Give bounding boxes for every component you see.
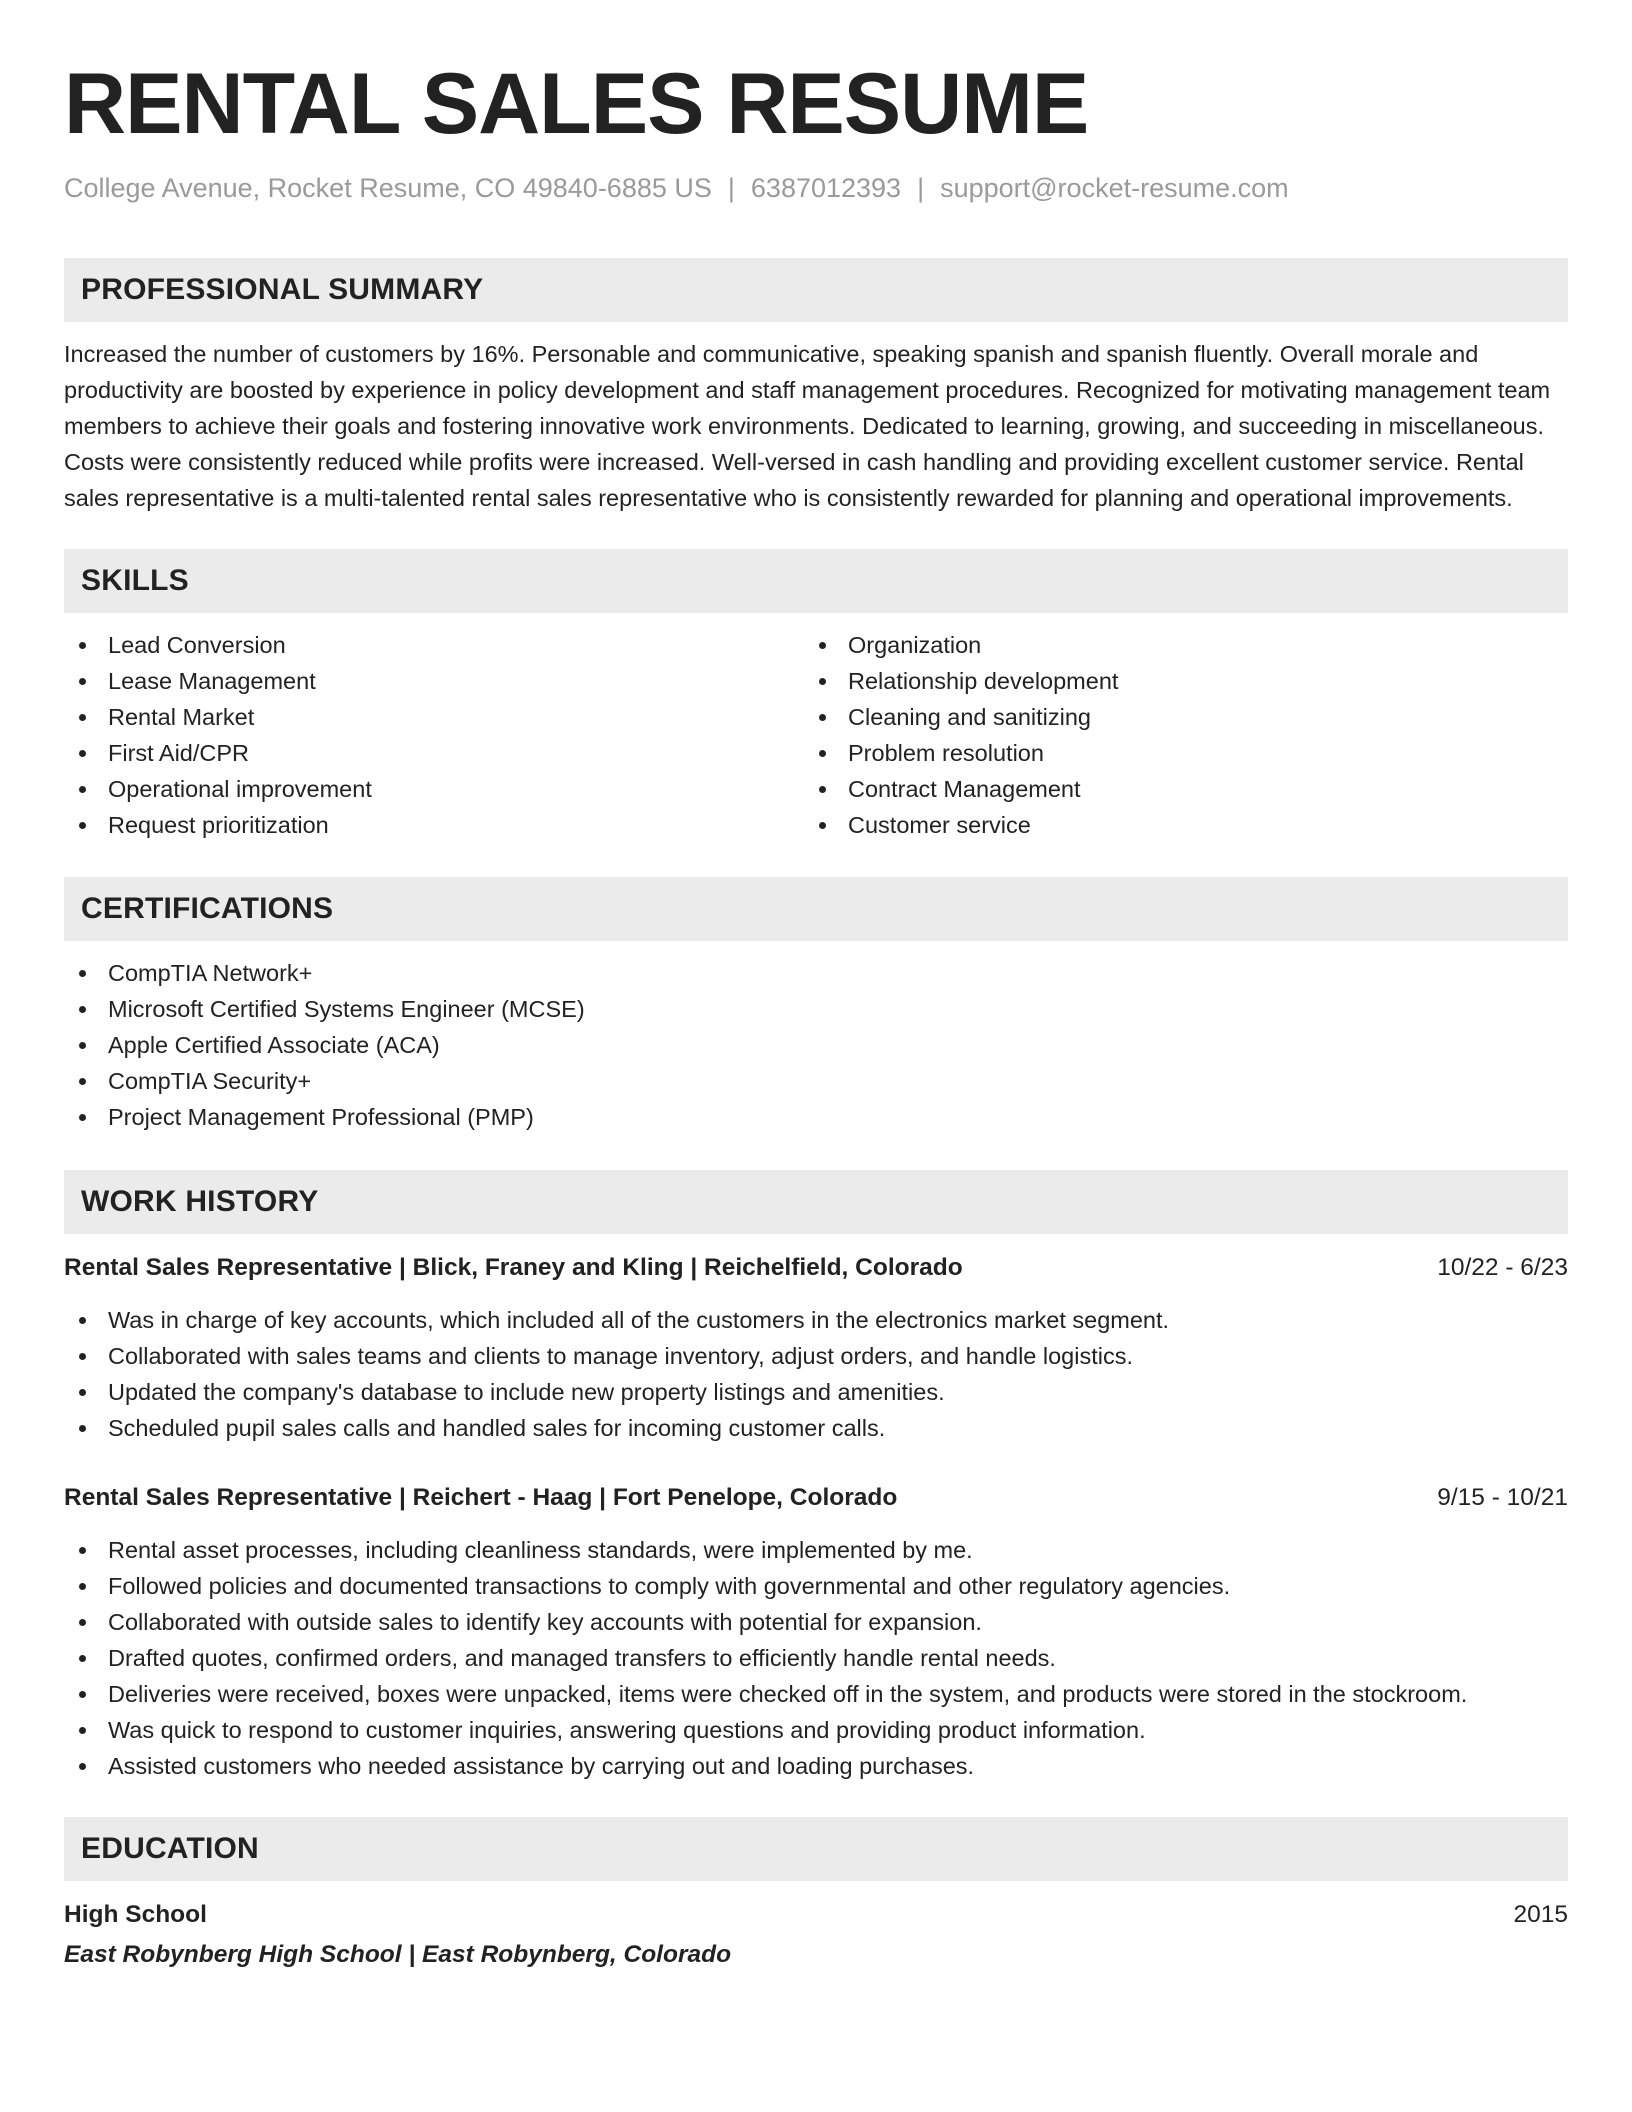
certification-item: CompTIA Network+ — [64, 955, 1568, 991]
education-year: 2015 — [1513, 1901, 1568, 1928]
skill-item: Rental Market — [64, 699, 804, 735]
certification-item: Apple Certified Associate (ACA) — [64, 1027, 1568, 1063]
job-dates: 9/15 - 10/21 — [1437, 1484, 1568, 1511]
skill-item: Organization — [804, 627, 1544, 663]
contact-email: support@rocket-resume.com — [940, 173, 1289, 203]
job-bullet: Rental asset processes, including cleanliness standards, were implemented by me. — [64, 1532, 1568, 1568]
job-bullet: Deliveries were received, boxes were unpacked, items were checked off in the system, and products were stored in the stockroom. — [64, 1676, 1568, 1712]
job-heading-row — [64, 1480, 1568, 1516]
skill-item: Request prioritization — [64, 807, 804, 843]
skill-item: Problem resolution — [804, 735, 1544, 771]
contact-separator: | — [727, 173, 735, 203]
skill-item: Lead Conversion — [64, 627, 804, 663]
skill-item: Customer service — [804, 807, 1544, 843]
skill-item: Contract Management — [804, 771, 1544, 807]
education-degree: High School — [64, 1901, 207, 1928]
contact-phone: 6387012393 — [750, 173, 902, 203]
contact-separator: | — [917, 173, 925, 203]
job-heading-row — [64, 1250, 1568, 1286]
summary-text: Increased the number of customers by 16%. Personable and communicative, speaking spanish and spanish fluently. Overall morale and productivity are boosted by experience in policy development and staff management procedures. Recognized for motivating management team members to achieve their goals and fostering innovative work environments. Dedicated to learning, growing, and succeeding in miscellaneous. Costs were consistently reduced while profits were increased. Well-versed in cash handling and providing excellent customer service. Rental sales representative is a multi-talented rental sales representative who is consistently rewarded for planning and operational improvements. — [64, 341, 1551, 511]
contact-address: College Avenue, Rocket Resume, CO 49840-6885 US — [64, 173, 712, 203]
resume-title: RENTAL SALES RESUME — [64, 56, 1089, 152]
certification-item: Microsoft Certified Systems Engineer (MCSE) — [64, 991, 1568, 1027]
skill-item: Cleaning and sanitizing — [804, 699, 1544, 735]
job-bullet: Assisted customers who needed assistance by carrying out and loading purchases. — [64, 1748, 1568, 1784]
job-bullet: Scheduled pupil sales calls and handled sales for incoming customer calls. — [64, 1410, 1568, 1446]
certifications-list — [64, 955, 1568, 1135]
skill-item: Operational improvement — [64, 771, 804, 807]
job-bullet: Followed policies and documented transactions to comply with governmental and other regulatory agencies. — [64, 1568, 1568, 1604]
skill-item: Lease Management — [64, 663, 804, 699]
contact-line — [64, 170, 1568, 206]
job-bullet: Drafted quotes, confirmed orders, and managed transfers to efficiently handle rental needs. — [64, 1640, 1568, 1676]
skill-item: Relationship development — [804, 663, 1544, 699]
job-title: Rental Sales Representative | Blick, Franey and Kling | Reichelfield, Colorado — [64, 1254, 963, 1281]
job-bullet: Was in charge of key accounts, which included all of the customers in the electronics market segment. — [64, 1302, 1568, 1338]
certification-item: CompTIA Security+ — [64, 1063, 1568, 1099]
skills-grid — [64, 627, 1568, 843]
job-dates: 10/22 - 6/23 — [1437, 1254, 1568, 1281]
job-bullet: Collaborated with sales teams and clients to manage inventory, adjust orders, and handle logistics. — [64, 1338, 1568, 1374]
job-bullets — [64, 1532, 1568, 1784]
section-header-certifications: CERTIFICATIONS — [64, 877, 1568, 941]
section-header-summary: PROFESSIONAL SUMMARY — [64, 258, 1568, 322]
job-bullet: Collaborated with outside sales to identify key accounts with potential for expansion. — [64, 1604, 1568, 1640]
job-bullet: Updated the company's database to include new property listings and amenities. — [64, 1374, 1568, 1410]
section-header-education: EDUCATION — [64, 1817, 1568, 1881]
job-bullets — [64, 1302, 1568, 1446]
section-header-work-history: WORK HISTORY — [64, 1170, 1568, 1234]
education-school: East Robynberg High School | East Robynberg, Colorado — [64, 1941, 732, 1968]
job-title: Rental Sales Representative | Reichert - Haag | Fort Penelope, Colorado — [64, 1484, 898, 1511]
job-bullet: Was quick to respond to customer inquiries, answering questions and providing product information. — [64, 1712, 1568, 1748]
skill-item: First Aid/CPR — [64, 735, 804, 771]
education-row — [64, 1897, 1568, 1933]
skills-list-left — [64, 627, 804, 843]
section-header-skills: SKILLS — [64, 549, 1568, 613]
certification-item: Project Management Professional (PMP) — [64, 1099, 1568, 1135]
skills-list-right — [804, 627, 1544, 843]
